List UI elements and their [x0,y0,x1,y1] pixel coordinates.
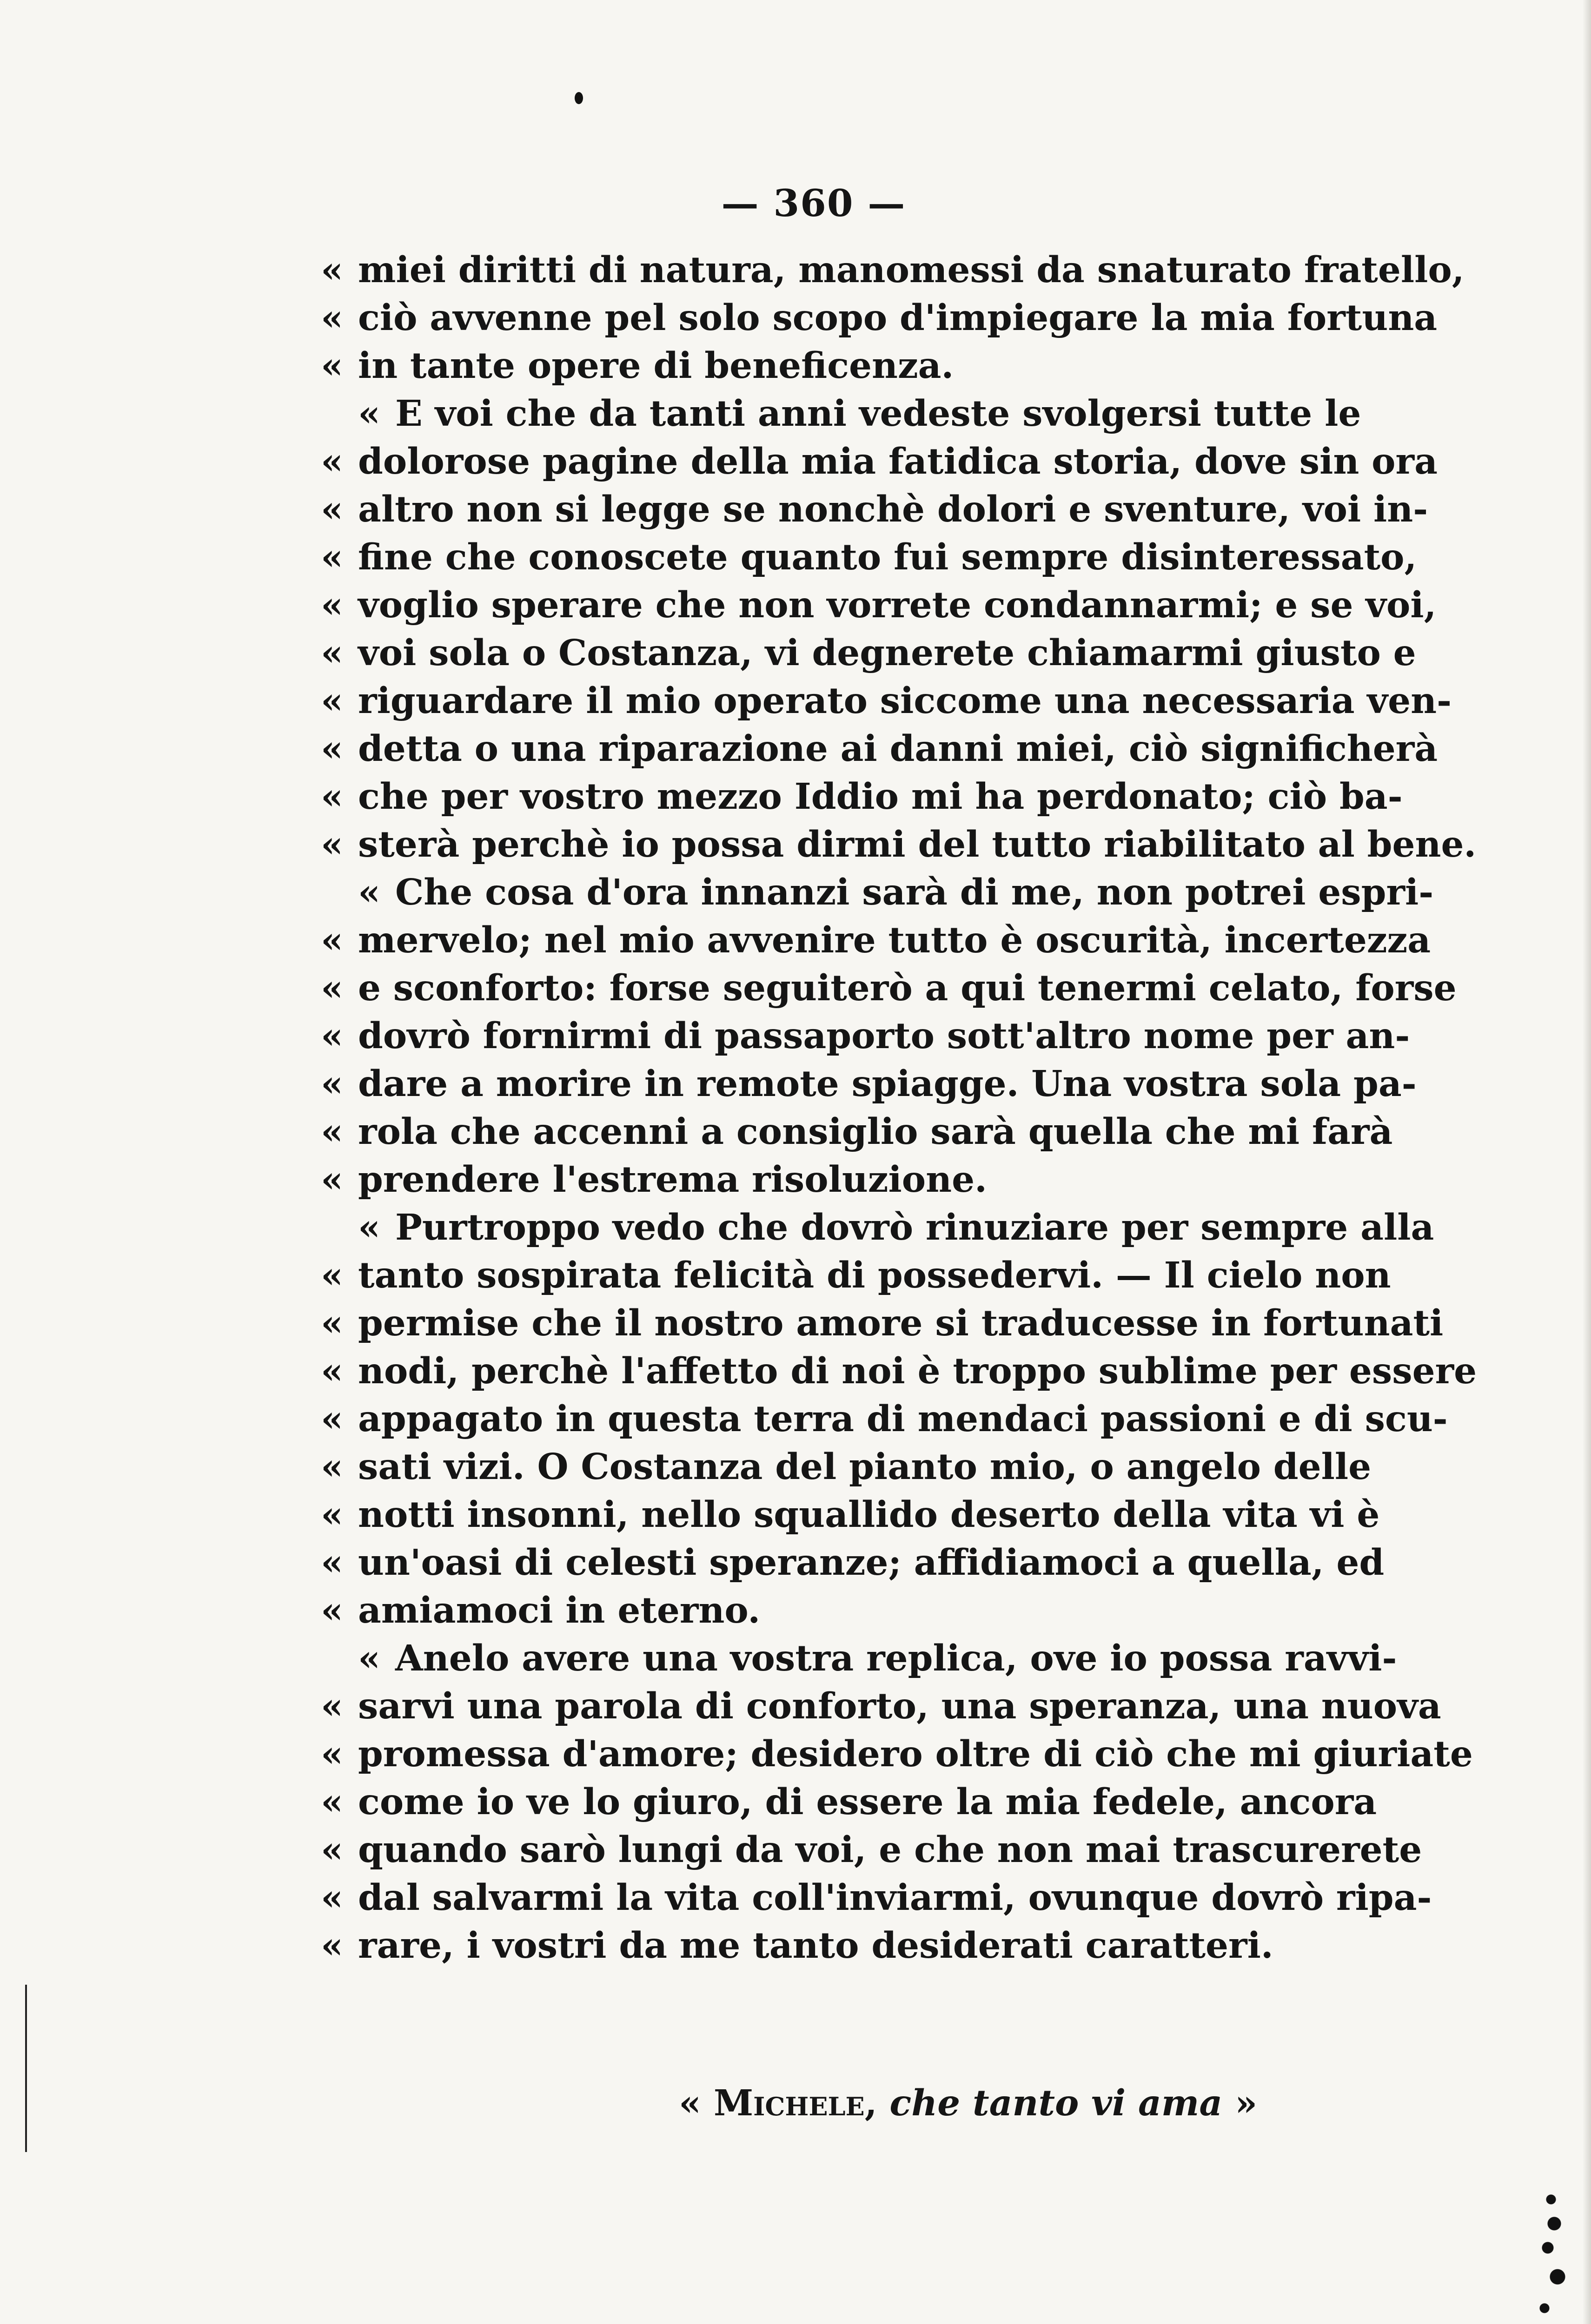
text-line: « come io ve lo giuro, di essere la mia fedele, ancora [358,1778,1344,1826]
quote-mark: « [321,536,344,578]
text-line: « tanto sospirata felicità di possedervi. — Il cielo non [358,1252,1344,1300]
quote-mark: « [321,776,344,818]
quote-mark: « [358,1637,381,1679]
text-line: « E voi che da tanti anni vedeste svolgersi tutte le [358,390,1344,438]
text-line: « e sconforto: forse seguiterò a qui tenermi celato, forse [358,964,1344,1012]
quote-mark: « [321,680,344,722]
text-line: « permise che il nostro amore si traducesse in fortunati [358,1300,1344,1347]
text-line: « dare a morire in remote spiagge. Una vostra sola pa- [358,1060,1344,1108]
text-line: « fine che conoscete quanto fui sempre disinteressato, [358,534,1344,581]
signature-open-quote: « [679,2082,702,2124]
quote-mark: « [321,1015,344,1057]
text-line: « dolorose pagine della mia fatidica storia, dove sin ora [358,438,1344,486]
text-line: « dovrò fornirmi di passaporto sott'altro nome per an- [358,1012,1344,1060]
quote-mark: « [358,1207,381,1248]
quote-mark: « [321,1685,344,1727]
text-line: « prendere l'estrema risoluzione. [358,1156,1344,1204]
quote-mark: « [321,1111,344,1153]
ink-speck [575,92,583,104]
text-line: « sarvi una parola di conforto, una speranza, una nuova [358,1683,1344,1730]
quote-mark: « [321,489,344,530]
quote-mark: « [321,1398,344,1440]
text-line: « sati vizi. O Costanza del pianto mio, o angelo delle [358,1443,1344,1491]
text-line: « appagato in questa terra di mendaci passioni e di scu- [358,1395,1344,1443]
signature [679,2082,1257,2124]
text-line: « notti insonni, nello squallido deserto della vita vi è [358,1491,1344,1539]
quote-mark: « [321,249,344,291]
quote-mark: « [321,728,344,770]
text-line: « mervelo; nel mio avvenire tutto è oscurità, incertezza [358,917,1344,964]
text-line: « sterà perchè io possa dirmi del tutto riabilitato al bene. [358,821,1344,869]
quote-mark: « [321,1063,344,1105]
quote-mark: « [321,345,344,387]
quote-mark: « [321,1590,344,1631]
text-line: « altro non si legge se nonchè dolori e sventure, voi in- [358,486,1344,534]
signature-name: Michele, [713,2082,877,2124]
page-number: — 360 — [721,181,906,225]
text-line: « voglio sperare che non vorrete condannarmi; e se voi, [358,581,1344,629]
text-line: « ciò avvenne pel solo scopo d'impiegare la mia fortuna [358,294,1344,342]
text-line: « nodi, perchè l'affetto di noi è troppo sublime per essere [358,1347,1344,1395]
text-line: « che per vostro mezzo Iddio mi ha perdonato; ciò ba- [358,773,1344,821]
quote-mark: « [321,1494,344,1536]
quote-mark: « [358,872,381,913]
quote-mark: « [321,1159,344,1201]
text-line: « quando sarò lungi da voi, e che non mai trascurerete [358,1826,1344,1874]
quote-mark: « [321,967,344,1009]
ink-specks [1512,2175,1577,2324]
quote-mark: « [321,1829,344,1871]
quote-mark: « [358,393,381,435]
signature-close-quote: » [1235,2082,1258,2124]
quote-mark: « [321,1350,344,1392]
text-line: « riguardare il mio operato siccome una necessaria ven- [358,677,1344,725]
page-edge-shadow [1583,0,1591,2324]
quote-mark: « [321,919,344,961]
text-line: « voi sola o Costanza, vi degnerete chiamarmi giusto e [358,629,1344,677]
text-line: « in tante opere di beneficenza. [358,342,1344,390]
quote-mark: « [321,297,344,339]
text-line: « Purtroppo vedo che dovrò rinuziare per sempre alla [358,1204,1344,1252]
quote-mark: « [321,824,344,865]
text-line: « amiamoci in eterno. [358,1587,1344,1635]
quote-mark: « [321,1877,344,1919]
text-line: « un'oasi di celesti speranze; affidiamoci a quella, ed [358,1539,1344,1587]
page-edge-mark [25,1985,27,2152]
signature-closing: che tanto vi ama [889,2082,1223,2124]
quote-mark: « [321,1925,344,1967]
letter-text [321,246,1477,1970]
quote-mark: « [321,1302,344,1344]
text-line: « rola che accenni a consiglio sarà quella che mi farà [358,1108,1344,1156]
text-line: « Che cosa d'ora innanzi sarà di me, non potrei espri- [358,869,1344,917]
text-line: « Anelo avere una vostra replica, ove io possa ravvi- [358,1635,1344,1683]
quote-mark: « [321,1254,344,1296]
text-line: « miei diritti di natura, manomessi da snaturato fratello, [358,246,1344,294]
text-line: « promessa d'amore; desidero oltre di ciò che mi giuriate [358,1730,1344,1778]
quote-mark: « [321,1446,344,1488]
quote-mark: « [321,441,344,482]
quote-mark: « [321,584,344,626]
text-line: « dal salvarmi la vita coll'inviarmi, ovunque dovrò ripa- [358,1874,1344,1922]
quote-mark: « [321,1542,344,1584]
quote-mark: « [321,1781,344,1823]
quote-mark: « [321,632,344,674]
text-line: « rare, i vostri da me tanto desiderati caratteri. [358,1922,1344,1970]
text-line: « detta o una riparazione ai danni miei, ciò significherà [358,725,1344,773]
quote-mark: « [321,1733,344,1775]
